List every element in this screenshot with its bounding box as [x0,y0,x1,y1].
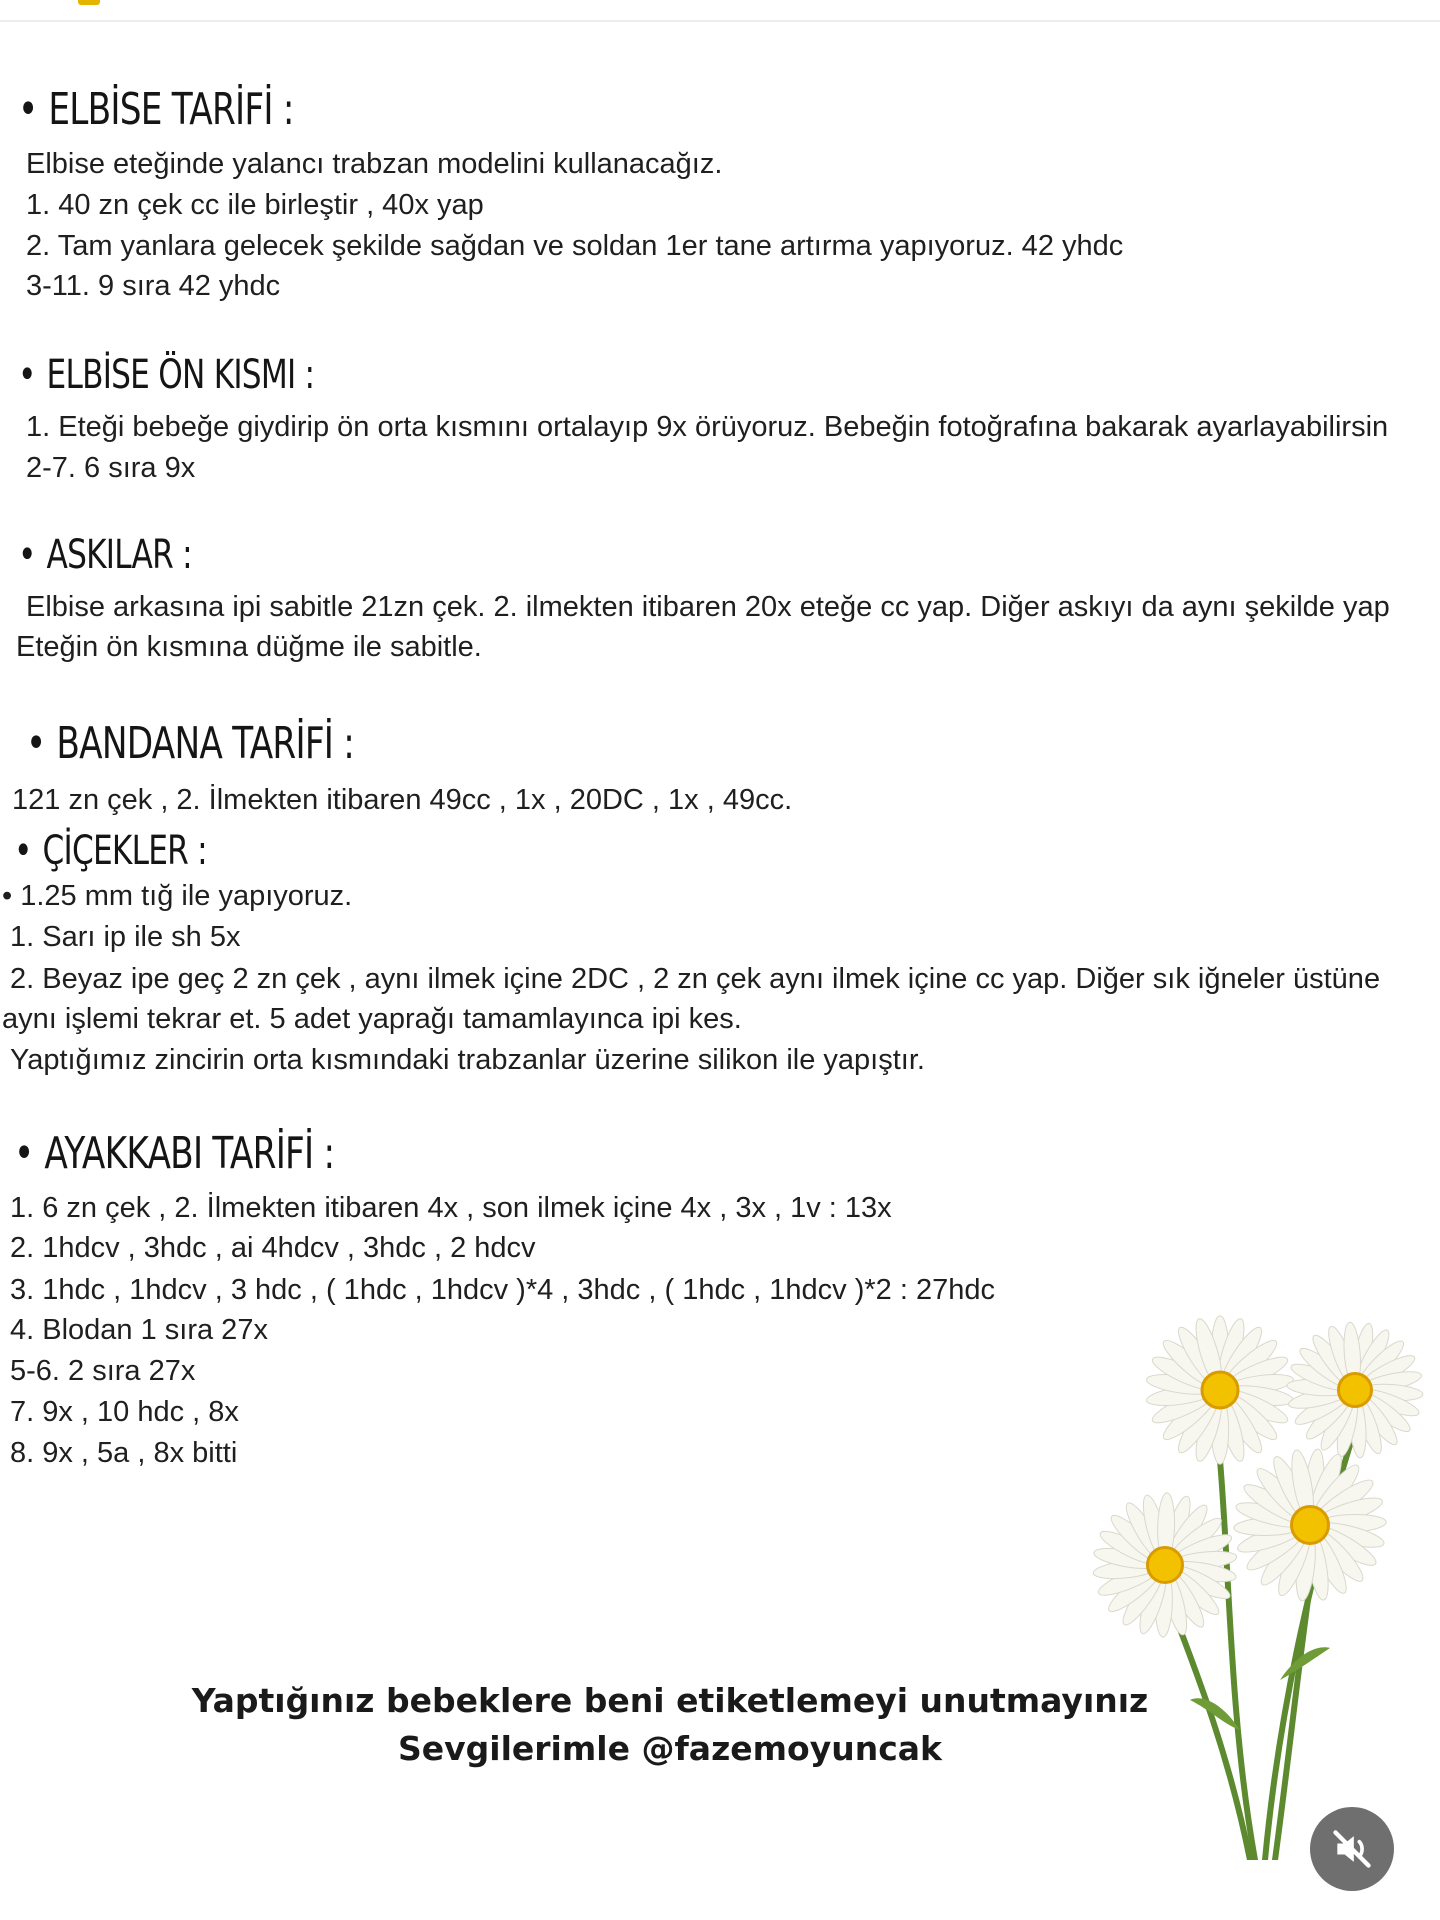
text-line: 121 zn çek , 2. İlmekten itibaren 49cc , 1x , 20DC , 1x , 49cc. [12,784,793,816]
text-line: 1. Sarı ip ile sh 5x [10,921,241,953]
text-line: 1. 6 zn çek , 2. İlmekten itibaren 4x , son ilmek içine 4x , 3x , 1v : 13x [10,1192,892,1224]
text-line: Eteğin ön kısmına düğme ile sabitle. [16,631,482,663]
daisy-flower [1287,1322,1424,1459]
bullet: • [14,1128,34,1179]
top-accent-mark [78,0,100,5]
footer-note: Yaptığınız bebeklere beni etiketlemeyi unutmayınız [191,1681,1149,1720]
text-line: 2. 1hdcv , 3hdc , ai 4hdcv , 3hdc , 2 hdcv [10,1232,536,1264]
bullet: • [18,532,36,578]
daisy-flower [1145,1316,1294,1464]
section-heading-ayakkabi-tarifi: • AYAKKABI TARİFİ : [14,1128,335,1179]
text-line: 5-6. 2 sıra 27x [10,1355,196,1387]
section-heading-cicekler: • ÇİÇEKLER : [14,828,207,874]
text-line: 2. Tam yanlara gelecek şekilde sağdan ve soldan 1er tane artırma yapıyoruz. 42 yhdc [26,230,1124,262]
footer-signature: Sevgilerimle @fazemoyuncak [398,1729,942,1768]
section-heading-askilar: • ASKILAR : [18,532,192,578]
top-divider [0,20,1440,22]
text-line: 1. 40 zn çek cc ile birleştir , 40x yap [26,189,484,221]
text-line: 1. Eteği bebeğe giydirip ön orta kısmını ortalayıp 9x örüyoruz. Bebeğin fotoğrafına bakarak ayarlayabilirsin [26,411,1389,443]
speaker-muted-icon [1330,1827,1374,1871]
text-line: aynı işlemi tekrar et. 5 adet yaprağı tamamlayınca ipi kes. [2,1003,742,1035]
flower-heads [1092,1316,1423,1637]
text-line: 2-7. 6 sıra 9x [26,452,196,484]
bullet: • [14,828,32,874]
text-line: 7. 9x , 10 hdc , 8x [10,1396,239,1428]
daisy-bouquet-illustration [1080,1300,1440,1860]
text-line: 3. 1hdc , 1hdcv , 3 hdc , ( 1hdc , 1hdcv )*4 , 3hdc , ( 1hdc , 1hdcv )*2 : 27hdc [10,1274,995,1306]
text-line: Elbise eteğinde yalancı trabzan modelini kullanacağız. [26,148,723,180]
section-heading-bandana-tarifi: • BANDANA TARİFİ : [26,718,355,769]
section-heading-elbise-tarifi: • ELBİSE TARİFİ : [18,84,294,135]
daisy-flower [1233,1448,1386,1601]
text-line: 4. Blodan 1 sıra 27x [10,1314,268,1346]
section-heading-elbise-on-kismi: • ELBİSE ÖN KISMI : [18,352,315,398]
text-line: Elbise arkasına ipi sabitle 21zn çek. 2. ilmekten itibaren 20x eteğe cc yap. Diğer askıyı da aynı şekilde yap [26,591,1390,623]
text-line: • 1.25 mm tığ ile yapıyoruz. [2,880,353,912]
text-line: 3-11. 9 sıra 42 yhdc [26,270,281,302]
bullet: • [18,352,36,398]
text-line: Yaptığımız zincirin orta kısmındaki trabzanlar üzerine silikon ile yapıştır. [10,1044,925,1076]
daisy-flower [1092,1493,1237,1638]
mute-toggle-button[interactable] [1310,1807,1394,1891]
bullet: • [18,84,38,135]
bullet: • [26,718,46,769]
text-line: 8. 9x , 5a , 8x bitti [10,1437,238,1469]
text-line: 2. Beyaz ipe geç 2 zn çek , aynı ilmek içine 2DC , 2 zn çek aynı ilmek içine cc yap. Diğer sık iğneler üstüne [10,963,1381,995]
